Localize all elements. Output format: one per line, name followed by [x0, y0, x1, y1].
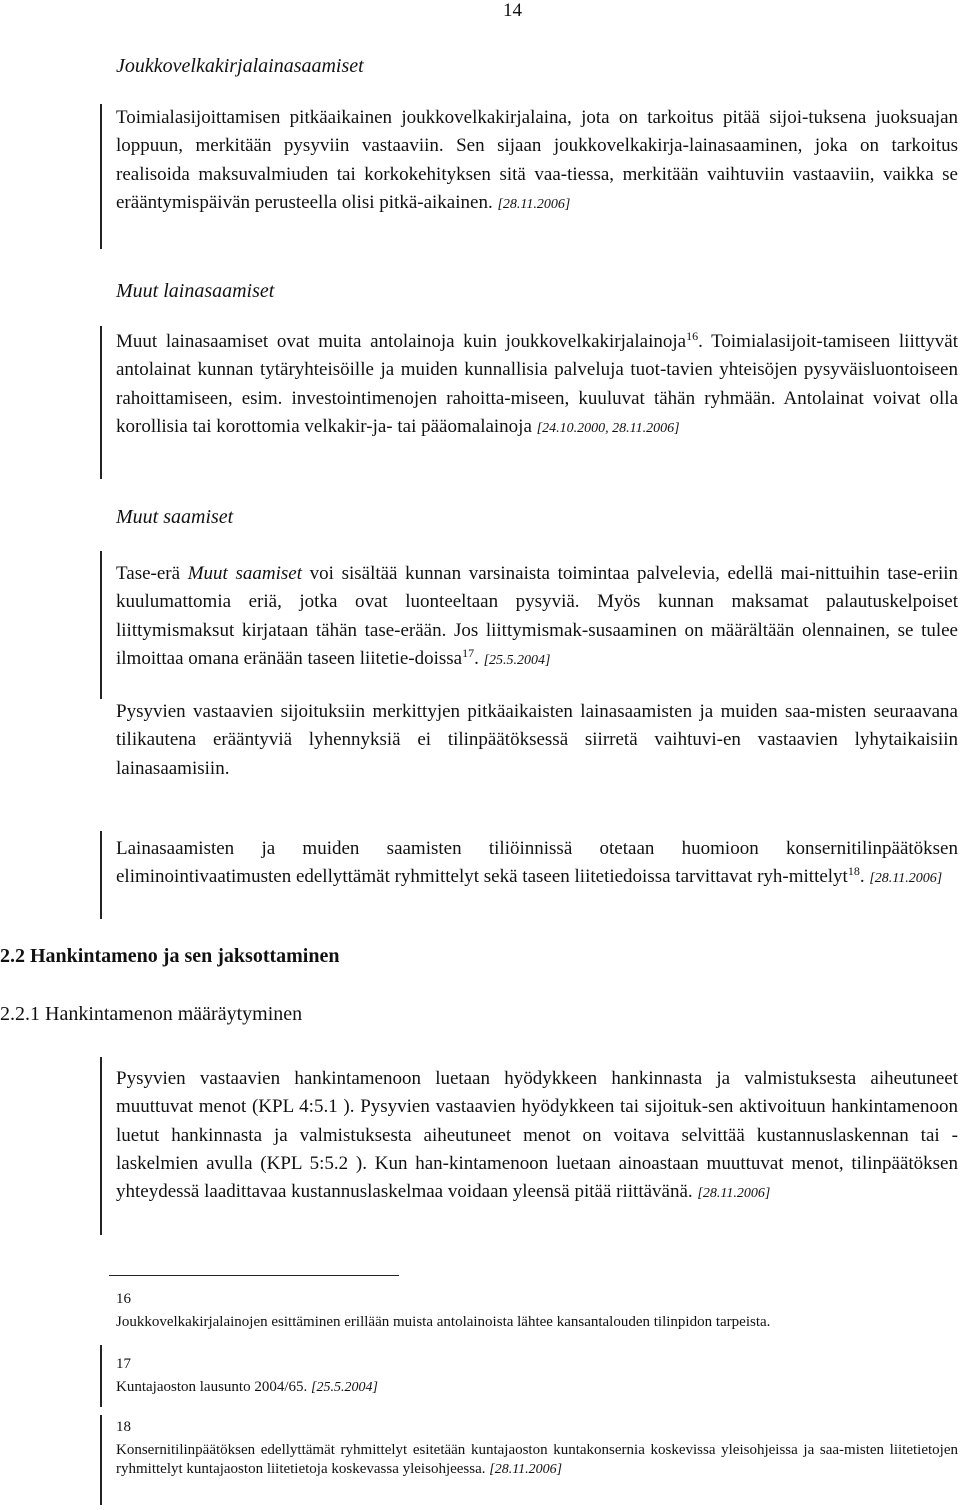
footnote-text-wrap [116, 1378, 958, 1397]
footnote-text: Konsernitilinpäätöksen edellyttämät ryhmittelyt esitetään kuntajaoston kuntakonsernia koskevissa yleisohjeissa ja saa-misten liitetietojen ryhmittelyt kuntajaoston liitetietoja koskevassa yleisohjeessa. [116, 1442, 958, 1477]
revision-ref: [25.5.2004] [483, 652, 551, 668]
footnote-number: 16 [116, 1291, 131, 1307]
paragraph-text: Muut lainasaamiset ovat muita antolainoja kuin joukkovelkakirjalainoja [116, 331, 687, 352]
change-bar [100, 104, 102, 249]
paragraph-text: Pysyvien vastaavien hankintamenoon luetaan hyödykkeen hankinnasta ja valmistuksesta aiheutuneet muuttuvat menot (KPL 4:5.1 ). Pysyvien vastaavien hyödykkeen tai sijoituk-sen aktivoituun hankintamenoon luetut hankinnasta ja valmistuksesta aiheutuneet menot on voitava selvittää kustannuslaskennan tai -laskelmien avulla (KPL 5:5.2 ). Kun han-kintamenoon luetaan ainoastaan muuttuvat menot, tilinpäätöksen yhteydessä laadittavaa kustannuslaskelmaa voidaan yleensä pitää riittävänä. [116, 1068, 958, 1203]
footnote-17 [116, 1355, 958, 1397]
revision-ref: [28.11.2006] [697, 1186, 771, 1202]
revision-ref: [24.10.2000, 28.11.2006] [536, 420, 680, 436]
paragraph-text: . Toimialasijoit-tamiseen liittyvät antolainat kunnan tytäryhteisöille ja muiden kunnallisia palveluja tuot-tavien yhteisöjen pysyväisluontoiseen rahoittamiseen, esim. investointimenojen rahoitta-miseen, kuuluvat tähän ryhmään. Antolainat voivat olla korollisia tai korottomia velkakir-ja- tai pääomalainoja [116, 331, 959, 437]
footnote-number: 18 [116, 1419, 131, 1435]
footnote-18 [116, 1418, 958, 1479]
footnote-number: 17 [116, 1356, 131, 1372]
paragraph-muut-saamiset-1: Tase-erä Muut saamiset voi sisältää kunnan varsinaista toimintaa palvelevia, edellä mai-nittuihin tase-eriin kuulumattomia eriä, jotka ovat luonteeltaan pysyviä. Myös kunnan maksamat palautuskelpoiset liittymismaksut kirjataan tähän tase-erään. Jos liittymismak-susaaminen on määrältään olennainen, se tulee ilmoittaa omana eränään taseen liitetie-doissa$^{17}$. [25.5.2004] [116, 563, 959, 669]
footnote-text-wrap [116, 1441, 958, 1479]
page-number: 14 [503, 0, 522, 21]
revision-ref: [28.11.2006] [489, 1462, 563, 1477]
change-bar [100, 831, 102, 919]
paragraph-hankintameno [116, 1065, 958, 1208]
revision-ref: [25.5.2004] [311, 1380, 378, 1395]
footnote-ref-16[interactable]: 16 [686, 329, 699, 343]
change-bar [100, 1057, 102, 1235]
heading-joukkovelkakirjalainasaamiset: Joukkovelkakirjalainasaamiset [116, 55, 364, 77]
italic-term: Muut saamiset [187, 563, 302, 584]
footnote-text: Kuntajaoston lausunto 2004/65. [116, 1379, 308, 1395]
paragraph-joukko [116, 104, 958, 219]
paragraph-text: Lainasaamisten ja muiden saamisten tiliöinnissä otetaan huomioon konsernitilinpäätöksen eliminointivaatimusten edellyttämät ryhmittelyt sekä taseen liitetiedoissa tarvittavat ryh-mittelyt [116, 838, 958, 888]
paragraph-muut-saamiset-2: Pysyvien vastaavien sijoituksiin merkittyjen pitkäaikaisten lainasaamisten ja muiden saa-misten seuraavana tilikautena erääntyviä lyhennyksiä ei tilinpäätöksessä siirretä vaihtuvi-en vastaavien lyhytaikaisiin lainasaamisiin. [116, 701, 958, 779]
change-bar [100, 326, 102, 479]
section-heading-2-2: 2.2 Hankintameno ja sen jaksottaminen [0, 945, 340, 967]
section-heading-2-2-1: 2.2.1 Hankintamenon määräytyminen [0, 1003, 303, 1025]
revision-ref: [28.11.2006] [497, 196, 571, 212]
revision-ref: [28.11.2006] [869, 871, 943, 887]
heading-muut-saamiset: Muut saamiset [116, 506, 234, 528]
paragraph-text: Toimialasijoittamisen pitkäaikainen joukkovelkakirjalaina, jota on tarkoitus pitää sijoi-tuksena juoksuajan loppuun, merkitään pysyviin vastaaviin. Sen sijaan joukkovelkakirja-lainasaaminen, joka on tarkoitus realisoida maksuvalmiuden tai korkokehityksen sitä vaa-tiessa, merkitään vaihtuviin vastaaviin, vaikka se erääntymispäivän perusteella olisi pitkä-aikainen. [116, 107, 958, 213]
paragraph-muut-lainasaamiset [116, 328, 958, 443]
footnote-separator [109, 1275, 399, 1276]
change-bar [100, 551, 102, 699]
paragraph-text: Tase-erä [116, 563, 181, 584]
paragraph-text: voi sisältää kunnan varsinaista toimintaa palvelevia, edellä mai-nittuihin tase-eriin kuulumattomia eriä, jotka ovat luonteeltaan pysyviä. Myös kunnan maksamat palautuskelpoiset liittymismaksut kirjataan tähän tase-erään. Jos liittymismak-susaaminen on määrältään olennainen, se tulee ilmoittaa omana eränään taseen liitetie-doissa [116, 563, 959, 669]
heading-muut-lainasaamiset: Muut lainasaamiset [116, 280, 275, 302]
footnote-16 [116, 1290, 958, 1332]
paragraph-muut-saamiset-3: Lainasaamisten ja muiden saamisten tiliöinnissä otetaan huomioon konsernitilinpäätöksen eliminointivaatimusten edellyttämät ryhmittelyt sekä taseen liitetiedoissa tarvittavat ryh-mittelyt$^{18}$. [28.11.2006] [116, 838, 958, 888]
change-bar [100, 1415, 102, 1505]
footnote-ref-17[interactable]: 17 [462, 645, 475, 660]
footnote-text: Joukkovelkakirjalainojen esittäminen erillään muista antolainoista lähtee kansantalouden tilinpidon tarpeista. [116, 1314, 771, 1330]
footnote-ref-18[interactable]: 18 [847, 864, 860, 879]
change-bar [100, 1345, 102, 1407]
